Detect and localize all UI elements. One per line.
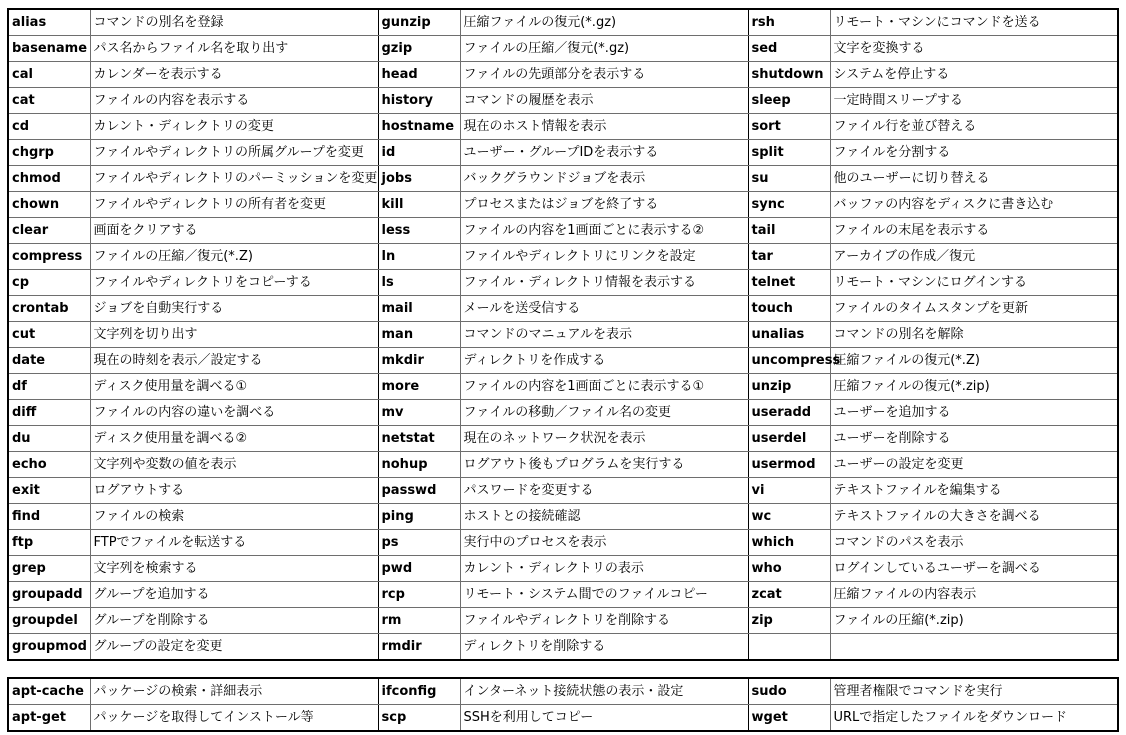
command-description-cell: ディスク使用量を調べる② (90, 426, 378, 452)
command-description-cell: ファイルやディレクトリを削除する (460, 608, 748, 634)
command-description-cell: SSHを利用してコピー (460, 705, 748, 732)
command-name-cell: ping (378, 504, 460, 530)
command-description-cell: ジョブを自動実行する (90, 296, 378, 322)
command-description-cell: ファイルやディレクトリの所属グループを変更 (90, 140, 378, 166)
command-description-cell: ログアウトする (90, 478, 378, 504)
command-name-cell: diff (8, 400, 90, 426)
command-description-cell: ユーザーの設定を変更 (830, 452, 1118, 478)
command-name-cell: sort (748, 114, 830, 140)
command-description-cell: ホストとの接続確認 (460, 504, 748, 530)
command-name-cell: split (748, 140, 830, 166)
command-description-cell: パッケージを取得してインストール等 (90, 705, 378, 732)
command-description-cell: コマンドの別名を解除 (830, 322, 1118, 348)
command-name-cell: wc (748, 504, 830, 530)
command-name-cell: history (378, 88, 460, 114)
command-description-cell: ログアウト後もプログラムを実行する (460, 452, 748, 478)
command-name-cell: sed (748, 36, 830, 62)
command-name-cell: grep (8, 556, 90, 582)
command-name-cell: echo (8, 452, 90, 478)
command-description-cell: グループの設定を変更 (90, 634, 378, 661)
command-description-cell: グループを削除する (90, 608, 378, 634)
command-name-cell: ln (378, 244, 460, 270)
command-name-cell: head (378, 62, 460, 88)
command-name-cell: groupdel (8, 608, 90, 634)
command-name-cell: alias (8, 9, 90, 36)
command-description-cell: ファイルの内容を表示する (90, 88, 378, 114)
command-description-cell: バックグラウンドジョブを表示 (460, 166, 748, 192)
command-name-cell: rm (378, 608, 460, 634)
table-row (8, 400, 1118, 426)
command-name-cell: netstat (378, 426, 460, 452)
command-name-cell: unzip (748, 374, 830, 400)
command-description-cell: 圧縮ファイルの内容表示 (830, 582, 1118, 608)
command-name-cell: pwd (378, 556, 460, 582)
command-description-cell: リモート・システム間でのファイルコピー (460, 582, 748, 608)
command-name-cell: exit (8, 478, 90, 504)
command-description-cell: ディスク使用量を調べる① (90, 374, 378, 400)
command-description-cell: 実行中のプロセスを表示 (460, 530, 748, 556)
table-row (8, 62, 1118, 88)
command-description-cell: URLで指定したファイルをダウンロード (830, 705, 1118, 732)
command-name-cell: tail (748, 218, 830, 244)
command-name-cell: hostname (378, 114, 460, 140)
command-description-cell: バッファの内容をディスクに書き込む (830, 192, 1118, 218)
command-description-cell: アーカイブの作成／復元 (830, 244, 1118, 270)
table-row (8, 166, 1118, 192)
command-description-cell: 文字を変換する (830, 36, 1118, 62)
command-description-cell: 現在の時刻を表示／設定する (90, 348, 378, 374)
command-description-cell: ファイル・ディレクトリ情報を表示する (460, 270, 748, 296)
table-row (8, 530, 1118, 556)
command-name-cell: sudo (748, 678, 830, 705)
command-description-cell: 文字列を検索する (90, 556, 378, 582)
command-name-cell (748, 634, 830, 661)
command-description-cell: 文字列を切り出す (90, 322, 378, 348)
command-name-cell: vi (748, 478, 830, 504)
command-description-cell: カレント・ディレクトリの変更 (90, 114, 378, 140)
command-description-cell: 管理者権限でコマンドを実行 (830, 678, 1118, 705)
command-name-cell: find (8, 504, 90, 530)
command-name-cell: chgrp (8, 140, 90, 166)
table-row (8, 608, 1118, 634)
command-name-cell: touch (748, 296, 830, 322)
table-row (8, 452, 1118, 478)
command-description-cell: ファイルの圧縮(*.zip) (830, 608, 1118, 634)
table-row (8, 218, 1118, 244)
command-name-cell: ls (378, 270, 460, 296)
command-name-cell: cat (8, 88, 90, 114)
command-name-cell: du (8, 426, 90, 452)
command-name-cell: su (748, 166, 830, 192)
command-description-cell: ファイルの内容を1画面ごとに表示する② (460, 218, 748, 244)
table-row (8, 36, 1118, 62)
command-name-cell: who (748, 556, 830, 582)
table-row (8, 296, 1118, 322)
command-description-cell: ファイルやディレクトリの所有者を変更 (90, 192, 378, 218)
command-description-cell: コマンドの別名を登録 (90, 9, 378, 36)
command-name-cell: which (748, 530, 830, 556)
command-name-cell: chmod (8, 166, 90, 192)
command-description-cell: グループを追加する (90, 582, 378, 608)
command-description-cell: ファイルを分割する (830, 140, 1118, 166)
command-description-cell: 圧縮ファイルの復元(*.zip) (830, 374, 1118, 400)
table-row (8, 244, 1118, 270)
command-name-cell: apt-get (8, 705, 90, 732)
table-row (8, 140, 1118, 166)
table-row (8, 114, 1118, 140)
command-description-cell: テキストファイルを編集する (830, 478, 1118, 504)
command-name-cell: mkdir (378, 348, 460, 374)
command-description-cell: ディレクトリを削除する (460, 634, 748, 661)
command-description-cell: パスワードを変更する (460, 478, 748, 504)
command-name-cell: sleep (748, 88, 830, 114)
table-row (8, 582, 1118, 608)
table-row (8, 705, 1118, 732)
command-name-cell: clear (8, 218, 90, 244)
command-description-cell: ファイルの先頭部分を表示する (460, 62, 748, 88)
command-description-cell: ファイルの末尾を表示する (830, 218, 1118, 244)
command-description-cell: ファイルの検索 (90, 504, 378, 530)
command-name-cell: groupmod (8, 634, 90, 661)
command-description-cell: ユーザー・グループIDを表示する (460, 140, 748, 166)
command-description-cell: コマンドのマニュアルを表示 (460, 322, 748, 348)
command-description-cell: コマンドのパスを表示 (830, 530, 1118, 556)
command-description-cell: ファイルやディレクトリのパーミッションを変更 (90, 166, 378, 192)
command-name-cell: rsh (748, 9, 830, 36)
extra-command-table-body (8, 678, 1118, 731)
command-name-cell: scp (378, 705, 460, 732)
command-name-cell: rcp (378, 582, 460, 608)
table-row (8, 426, 1118, 452)
command-name-cell: telnet (748, 270, 830, 296)
command-description-cell: ファイルのタイムスタンプを更新 (830, 296, 1118, 322)
extra-command-table (7, 677, 1119, 732)
table-row (8, 556, 1118, 582)
command-description-cell: メールを送受信する (460, 296, 748, 322)
command-name-cell: id (378, 140, 460, 166)
table-row (8, 374, 1118, 400)
command-description-cell: ファイルの圧縮／復元(*.Z) (90, 244, 378, 270)
command-description-cell: パッケージの検索・詳細表示 (90, 678, 378, 705)
table-row (8, 348, 1118, 374)
command-description-cell: プロセスまたはジョブを終了する (460, 192, 748, 218)
command-description-cell: 文字列や変数の値を表示 (90, 452, 378, 478)
command-description-cell: カレント・ディレクトリの表示 (460, 556, 748, 582)
command-name-cell: more (378, 374, 460, 400)
command-name-cell: uncompress (748, 348, 830, 374)
command-name-cell: useradd (748, 400, 830, 426)
command-name-cell: nohup (378, 452, 460, 478)
command-description-cell: 現在のネットワーク状況を表示 (460, 426, 748, 452)
command-name-cell: date (8, 348, 90, 374)
command-description-cell: FTPでファイルを転送する (90, 530, 378, 556)
command-name-cell: mail (378, 296, 460, 322)
command-table (7, 8, 1119, 661)
command-name-cell: df (8, 374, 90, 400)
command-description-cell: 一定時間スリープする (830, 88, 1118, 114)
command-name-cell: shutdown (748, 62, 830, 88)
command-description-cell: 圧縮ファイルの復元(*.Z) (830, 348, 1118, 374)
command-table-body (8, 9, 1118, 660)
command-name-cell: userdel (748, 426, 830, 452)
command-name-cell: crontab (8, 296, 90, 322)
command-name-cell: ifconfig (378, 678, 460, 705)
command-name-cell: cp (8, 270, 90, 296)
command-name-cell: gzip (378, 36, 460, 62)
command-name-cell: basename (8, 36, 90, 62)
command-description-cell: ファイルの圧縮／復元(*.gz) (460, 36, 748, 62)
command-description-cell: 圧縮ファイルの復元(*.gz) (460, 9, 748, 36)
command-name-cell: gunzip (378, 9, 460, 36)
command-description-cell: リモート・マシンにログインする (830, 270, 1118, 296)
command-name-cell: tar (748, 244, 830, 270)
table-row (8, 9, 1118, 36)
command-description-cell: ファイルやディレクトリにリンクを設定 (460, 244, 748, 270)
table-row (8, 270, 1118, 296)
command-name-cell: jobs (378, 166, 460, 192)
command-name-cell: kill (378, 192, 460, 218)
table-row (8, 322, 1118, 348)
command-name-cell: unalias (748, 322, 830, 348)
command-name-cell: compress (8, 244, 90, 270)
command-name-cell: passwd (378, 478, 460, 504)
command-name-cell: apt-cache (8, 678, 90, 705)
command-description-cell: ファイルやディレクトリをコピーする (90, 270, 378, 296)
command-name-cell: rmdir (378, 634, 460, 661)
command-name-cell: zip (748, 608, 830, 634)
command-description-cell: 他のユーザーに切り替える (830, 166, 1118, 192)
command-description-cell: ログインしているユーザーを調べる (830, 556, 1118, 582)
command-description-cell: ファイルの移動／ファイル名の変更 (460, 400, 748, 426)
command-description-cell: システムを停止する (830, 62, 1118, 88)
command-description-cell: 画面をクリアする (90, 218, 378, 244)
command-description-cell (830, 634, 1118, 661)
command-name-cell: zcat (748, 582, 830, 608)
table-row (8, 678, 1118, 705)
command-name-cell: cd (8, 114, 90, 140)
command-description-cell: コマンドの履歴を表示 (460, 88, 748, 114)
command-name-cell: groupadd (8, 582, 90, 608)
command-name-cell: cal (8, 62, 90, 88)
table-row (8, 478, 1118, 504)
command-name-cell: less (378, 218, 460, 244)
command-description-cell: テキストファイルの大きさを調べる (830, 504, 1118, 530)
command-name-cell: ps (378, 530, 460, 556)
command-name-cell: usermod (748, 452, 830, 478)
command-description-cell: パス名からファイル名を取り出す (90, 36, 378, 62)
command-description-cell: ユーザーを削除する (830, 426, 1118, 452)
table-row (8, 504, 1118, 530)
table-row (8, 192, 1118, 218)
command-description-cell: ファイルの内容の違いを調べる (90, 400, 378, 426)
command-name-cell: mv (378, 400, 460, 426)
command-description-cell: 現在のホスト情報を表示 (460, 114, 748, 140)
command-description-cell: ファイル行を並び替える (830, 114, 1118, 140)
table-row (8, 634, 1118, 661)
command-description-cell: リモート・マシンにコマンドを送る (830, 9, 1118, 36)
command-description-cell: ファイルの内容を1画面ごとに表示する① (460, 374, 748, 400)
command-description-cell: ディレクトリを作成する (460, 348, 748, 374)
command-name-cell: ftp (8, 530, 90, 556)
command-name-cell: man (378, 322, 460, 348)
command-name-cell: cut (8, 322, 90, 348)
table-row (8, 88, 1118, 114)
command-name-cell: chown (8, 192, 90, 218)
command-name-cell: sync (748, 192, 830, 218)
command-description-cell: カレンダーを表示する (90, 62, 378, 88)
command-description-cell: ユーザーを追加する (830, 400, 1118, 426)
command-description-cell: インターネット接続状態の表示・設定 (460, 678, 748, 705)
command-name-cell: wget (748, 705, 830, 732)
